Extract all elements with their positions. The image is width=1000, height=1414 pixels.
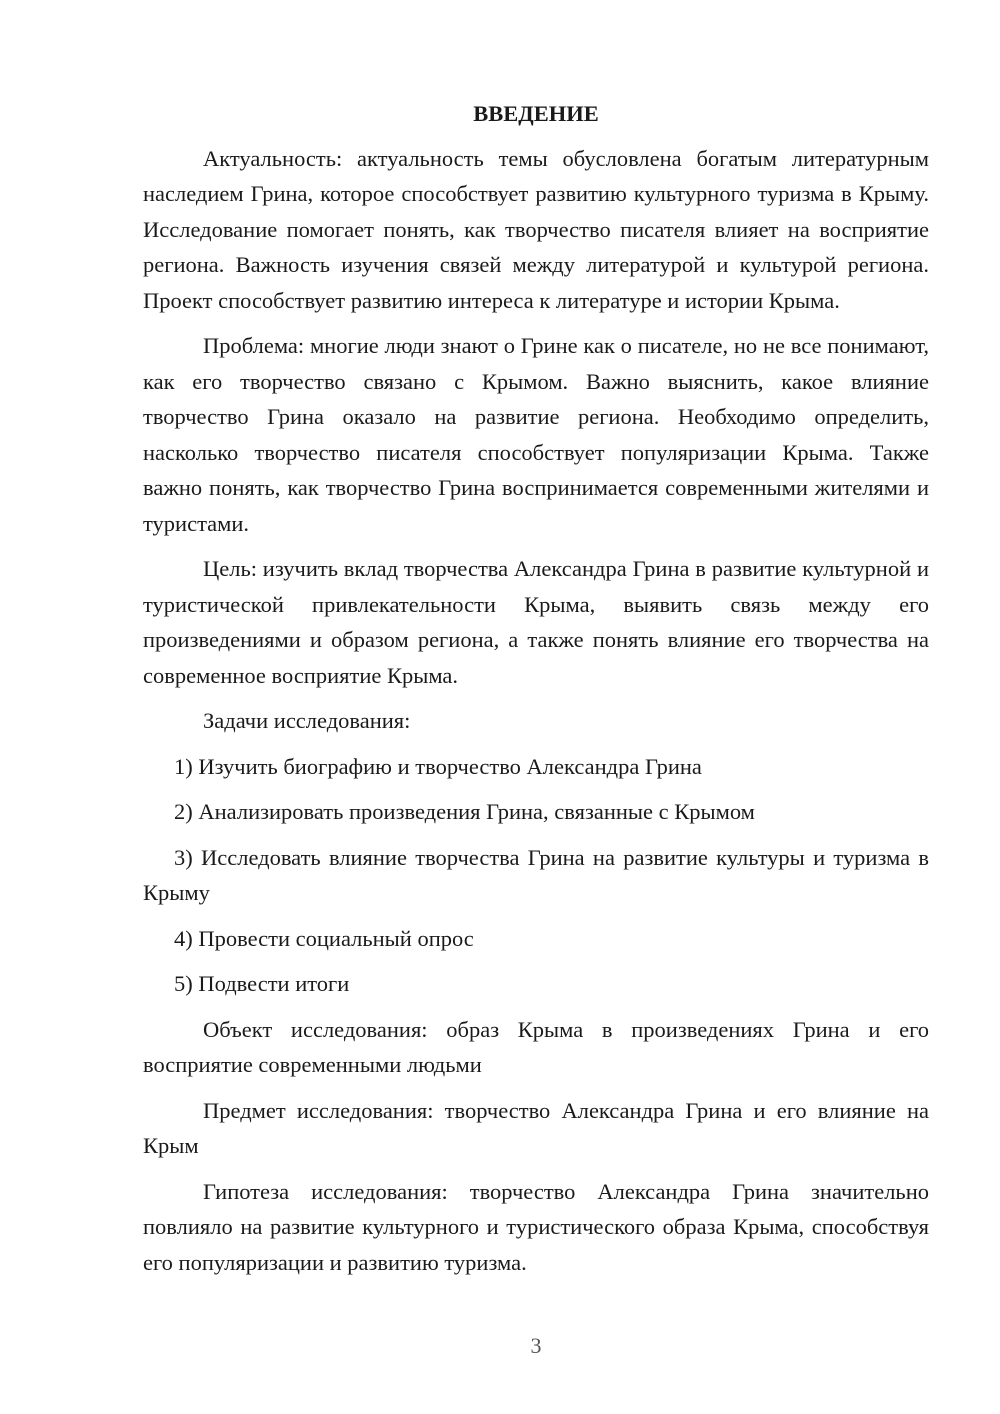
hypothesis-paragraph: Гипотеза исследования: творчество Александра Грина значительно повлияло на развитие культурного и туристического образа Крыма, способствуя его популяризации и развитию туризма. xyxy=(143,1178,929,1275)
page-number: 3 xyxy=(530,1333,542,1358)
task-item-5: 5) Подвести итоги xyxy=(174,971,350,996)
section-heading: ВВЕДЕНИЕ xyxy=(473,101,599,126)
task-item-1: 1) Изучить биографию и творчество Александра Грина xyxy=(174,753,702,779)
object-paragraph: Объект исследования: образ Крыма в произведениях Грина и его восприятие современными людьми xyxy=(143,1016,929,1077)
relevance-paragraph: Актуальность: актуальность темы обусловлена богатым литературным наследием Грина, которое способствует развитию культурного туризма в Крыму. Исследование помогает понять, как творчество писателя влияет на восприятие региона. Важность изучения связей между литературой и культурой региона. Проект способствует развитию интереса к литературе и истории Крыма. xyxy=(143,145,929,313)
task-item-4: 4) Провести социальный опрос xyxy=(174,925,474,951)
tasks-title: Задачи исследования: xyxy=(203,708,411,733)
problem-paragraph: Проблема: многие люди знают о Грине как о писателе, но не все понимают, как его творчество связано с Крымом. Важно выяснить, какое влияние творчество Грина оказало на развитие региона. Необходимо определить, насколько творчество писателя способствует популяризации Крыма. Также важно понять, как творчество Грина воспринимается современными жителями и туристами. xyxy=(143,333,929,536)
subject-paragraph: Предмет исследования: творчество Александра Грина и его влияние на Крым xyxy=(143,1097,929,1158)
task-item-3: 3) Исследовать влияние творчества Грина на развитие культуры и туризма в Крыму xyxy=(143,844,929,905)
task-item-2: 2) Анализировать произведения Грина, связанные с Крымом xyxy=(174,799,755,824)
page-content xyxy=(143,96,929,1290)
goal-paragraph: Цель: изучить вклад творчества Александра Грина в развитие культурной и туристической привлекательности Крыма, выявить связь между его произведениями и образом региона, а также понять влияние его творчества на современное восприятие Крыма. xyxy=(143,556,929,688)
